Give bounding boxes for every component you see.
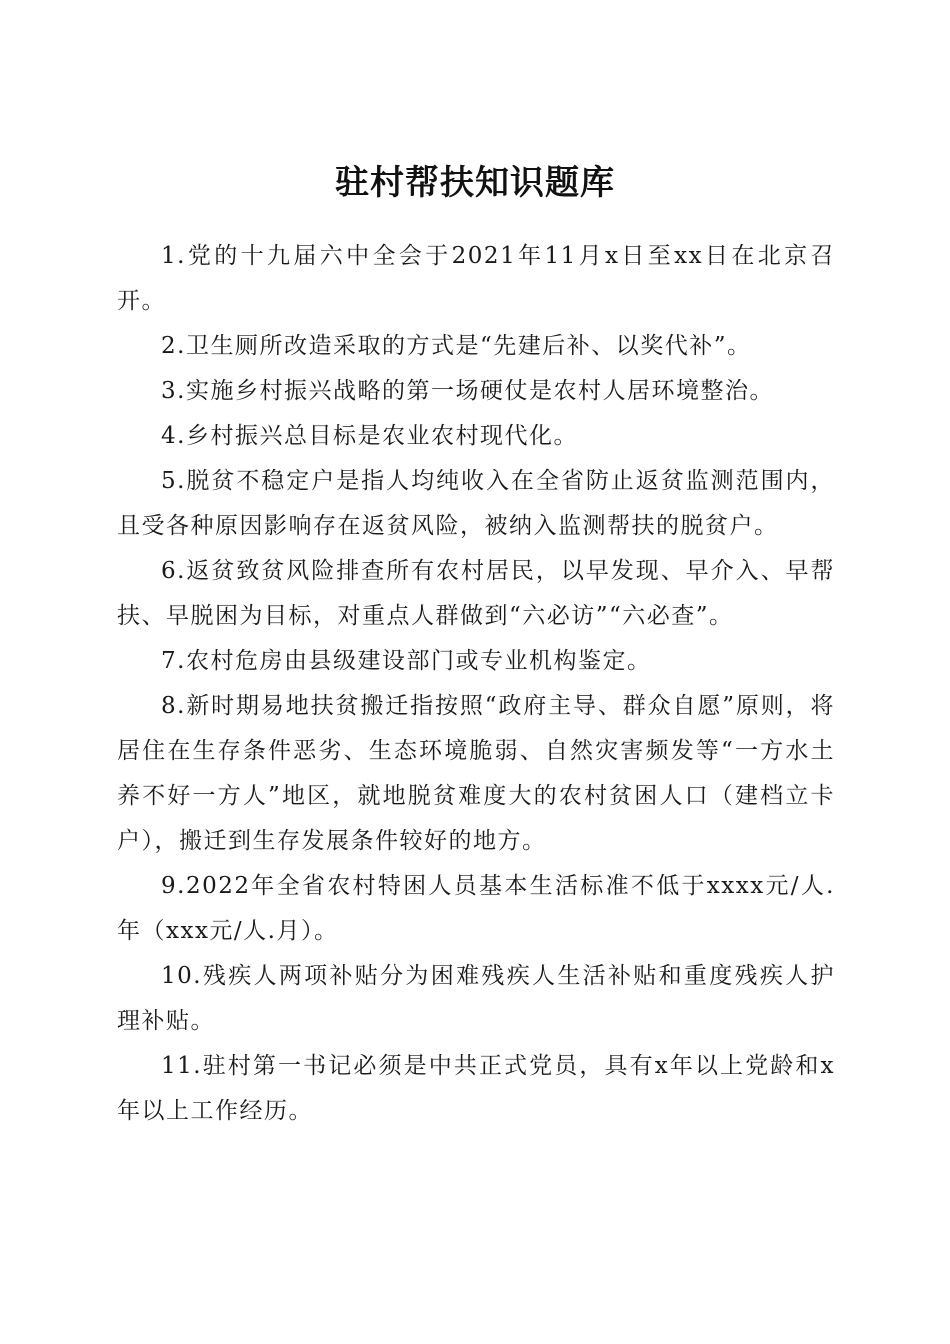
question-item-9: 9.2022年全省农村特困人员基本生活标准不低于xxxx元/人.年（xxx元/人.月）。 — [117, 873, 835, 944]
question-item-10: 10.残疾人两项补贴分为困难残疾人生活补贴和重度残疾人护理补贴。 — [117, 963, 835, 1034]
question-item-11: 11.驻村第一书记必须是中共正式党员，具有x年以上党龄和x年以上工作经历。 — [117, 1053, 835, 1124]
question-item-8: 8.新时期易地扶贫搬迁指按照“政府主导、群众自愿”原则，将居住在生存条件恶劣、生态环境脆弱、自然灾害频发等“一方水土养不好一方人”地区，就地脱贫难度大的农村贫困人口（建档立卡户），搬迁到生存发展条件较好的地方。 — [117, 693, 835, 854]
question-item-2: 2.卫生厕所改造采取的方式是“先建后补、以奖代补”。 — [161, 333, 752, 359]
question-list — [117, 234, 835, 1134]
question-item-1: 1.党的十九届六中全会于2021年11月x日至xx日在北京召开。 — [117, 243, 835, 314]
question-item-6: 6.返贫致贫风险排查所有农村居民，以早发现、早介入、早帮扶、早脱困为目标，对重点人群做到“六必访”“六必查”。 — [117, 558, 835, 629]
question-item-3: 3.实施乡村振兴战略的第一场硬仗是农村人居环境整治。 — [161, 378, 774, 404]
question-item-4: 4.乡村振兴总目标是农业农村现代化。 — [161, 423, 578, 449]
question-item-5: 5.脱贫不稳定户是指人均纯收入在全省防止返贫监测范围内，且受各种原因影响存在返贫风险，被纳入监测帮扶的脱贫户。 — [117, 468, 835, 539]
document-title: 驻村帮扶知识题库 — [335, 162, 615, 203]
question-item-7: 7.农村危房由县级建设部门或专业机构鉴定。 — [161, 648, 652, 674]
